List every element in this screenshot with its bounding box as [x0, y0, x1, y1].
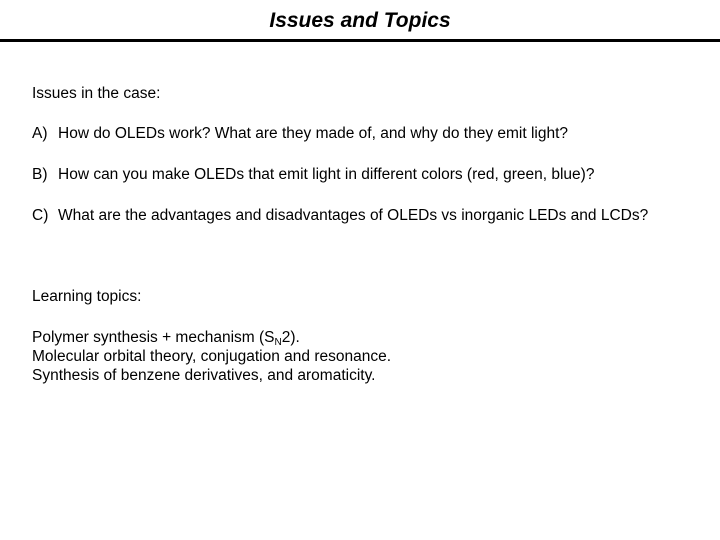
learning-topic-benzene: Synthesis of benzene derivatives, and aromaticity. [32, 367, 376, 384]
issue-letter: B) [32, 166, 48, 183]
issue-letter: A) [32, 125, 48, 142]
issue-item-a [32, 124, 700, 143]
issue-item-c [32, 206, 700, 225]
learning-topic-orbital: Molecular orbital theory, conjugation and resonance. [32, 348, 392, 365]
title-underline [0, 39, 720, 42]
issue-text: What are the advantages and disadvantages of OLEDs vs inorganic LEDs and LCDs? [58, 207, 649, 224]
slide-title: Issues and Topics [269, 9, 451, 32]
learning-heading: Learning topics: [32, 288, 142, 305]
topic-text: 2). [281, 329, 300, 346]
issue-item-b [32, 165, 700, 184]
topic-text: Polymer synthesis + mechanism (S [32, 329, 275, 346]
issue-text: How do OLEDs work? What are they made of, and why do they emit light? [58, 125, 569, 142]
issue-text: How can you make OLEDs that emit light in different colors (red, green, blue)? [58, 166, 595, 183]
issues-heading: Issues in the case: [32, 85, 161, 102]
learning-topic-polymer [32, 328, 700, 347]
issue-letter: C) [32, 207, 49, 224]
subscript-n: N [274, 337, 282, 348]
slide-content [32, 84, 700, 385]
